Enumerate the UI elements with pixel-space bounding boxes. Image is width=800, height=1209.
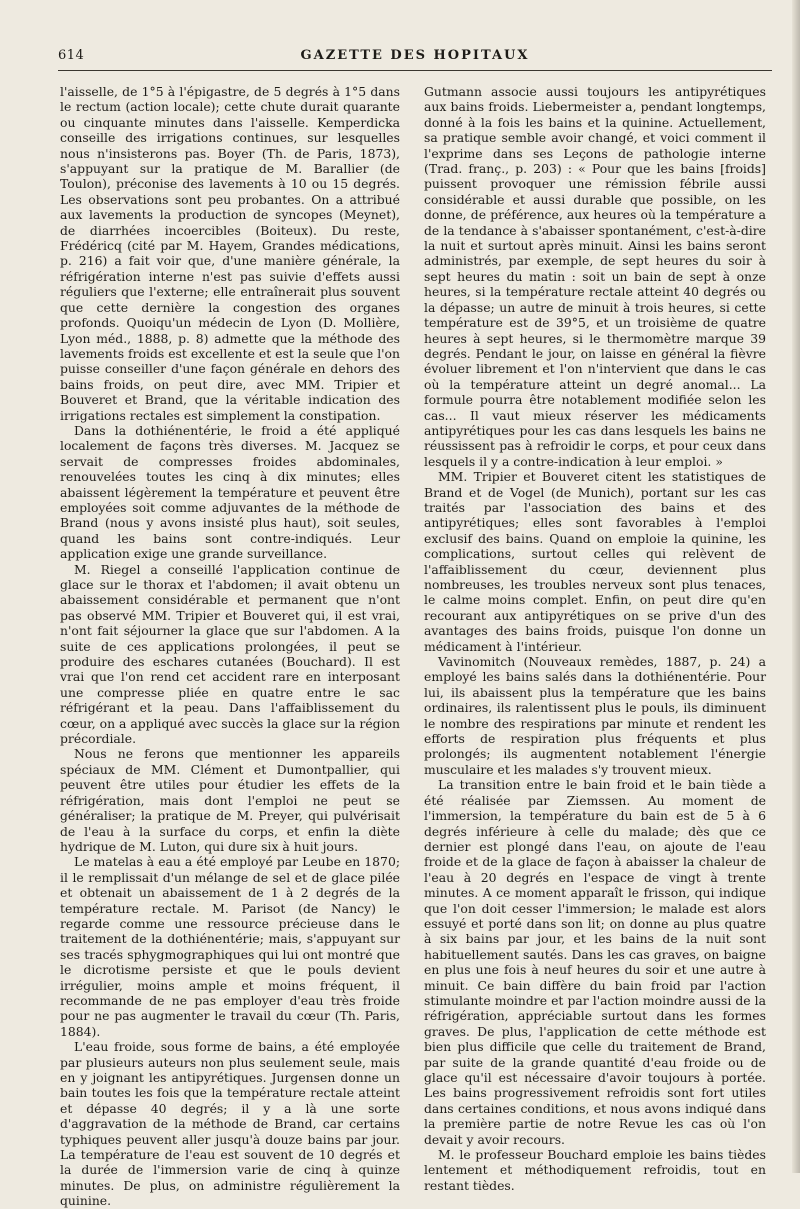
running-title: GAZETTE DES HOPITAUX <box>300 48 530 63</box>
left-column <box>60 84 400 1209</box>
paragraph: l'aisselle, de 1°5 à l'épigastre, de 5 degrés à 1°5 dans le rectum (action locale); cette chute durait quarante ou cinquante minutes dans l'aisselle. Kemperdicka conseille des irrigations continues, sur lesquelles nous n'insisterons pas. Boyer (Th. de Paris, 1873), s'appuyant sur la pratique de M. Barallier (de Toulon), préconise des lavements à 10 ou 15 degrés. Les observations sont peu probantes. On a attribué aux lavements la production de syncopes (Meynet), de diarrhées incoercibles (Boiteux). Du reste, Frédéricq (cité par M. Hayem, Grandes médications, p. 216) a fait voir que, d'une manière générale, la réfrigération interne n'est pas suivie d'effets aussi réguliers que l'externe; elle entraînerait plus souvent que cette dernière la congestion des organes profonds. Quoiqu'un médecin de Lyon (D. Mollière, Lyon méd., 1888, p. 8) admette que la méthode des lavements froids est excellente et est la seule que l'on puisse conseiller d'une façon générale en dehors des bains froids, on peut dire, avec MM. Tripier et Bouveret et Brand, que la véritable indication des irrigations rectales est simplement la constipation. <box>60 84 400 423</box>
paragraph: Vavinomitch (Nouveaux remèdes, 1887, p. 24) a employé les bains salés dans la dothiénentérie. Pour lui, ils abaissent plus la température que les bains ordinaires, ils ralentissent plus le pouls, ils diminuent le nombre des respirations par minute et rendent les efforts de respiration plus fréquents et plus prolongés; ils augmentent notablement l'énergie musculaire et les malades s'y trouvent mieux. <box>424 654 766 777</box>
page-number: 614 <box>58 48 85 63</box>
paragraph: Gutmann associe aussi toujours les antipyrétiques aux bains froids. Liebermeister a, pendant longtemps, donné à la fois les bains et la quinine. Actuellement, sa pratique semble avoir changé, et voici comment il l'exprime dans ses Leçons de pathologie interne (Trad. franç., p. 203) : « Pour que les bains [froids] puissent provoquer une rémission fébrile aussi considérable et aussi durable que possible, on les donne, de préférence, aux heures où la température a de la tendance à s'abaisser spontanément, c'est-à-dire la nuit et surtout après minuit. Ainsi les bains seront administrés, par exemple, de sept heures du soir à sept heures du matin : soit un bain de sept à onze heures, si la température rectale atteint 40 degrés ou la dépasse; un autre de minuit à trois heures, si cette température est de 39°5, et un troisième de quatre heures à sept heures, si le thermomètre marque 39 degrés. Pendant le jour, on laisse en général la fièvre évoluer librement et l'on n'intervient que dans le cas où la température atteint un degré anomal... La formule pourra être notablement modifiée selon les cas... Il vaut mieux réserver les médicaments antipyrétiques pour les cas dans lesquels les bains ne réussissent pas à refroidir le corps, et pour ceux dans lesquels il y a contre-indication à leur emploi. » <box>424 84 766 469</box>
paragraph: M. Riegel a conseillé l'application continue de glace sur le thorax et l'abdomen; il avait obtenu un abaissement considérable et permanent que n'ont pas observé MM. Tripier et Bouveret qui, il est vrai, n'ont fait séjourner la glace que sur l'abdomen. A la suite de ces applications prolongées, il peut se produire des eschares cutanées (Bouchard). Il est vrai que l'on rend cet accident rare en interposant une compresse pliée en quatre entre le sac réfrigérant et la peau. Dans l'affaiblissement du cœur, on a appliqué avec succès la glace sur la région précordiale. <box>60 561 400 747</box>
paragraph: M. le professeur Bouchard emploie les bains tièdes lentement et méthodiquement refroidis, tout en restant tièdes. <box>424 1147 766 1193</box>
header-rule <box>58 70 772 71</box>
paragraph: La transition entre le bain froid et le bain tiède a été réalisée par Ziemssen. Au moment de l'immersion, la température du bain est de 5 à 6 degrés inférieure à celle du malade; dès que ce dernier est plongé dans l'eau, on ajoute de l'eau froide et de la glace de façon à abaisser la chaleur de l'eau à 20 degrés en l'espace de vingt à trente minutes. A ce moment apparaît le frisson, qui indique que l'on doit cesser l'immersion; le malade est alors essuyé et porté dans son lit; on donne au plus quatre à six bains par jour, et les bains de la nuit sont habituellement sautés. Dans les cas graves, on baigne en plus une fois à neuf heures du soir et une autre à minuit. Ce bain diffère du bain froid par l'action stimulante moindre et par l'action moindre aussi de la réfrigération, appréciable surtout dans les formes graves. De plus, l'application de cette méthode est bien plus difficile que celle du traitement de Brand, par suite de la grande quantité d'eau froide ou de glace qu'il est nécessaire d'avoir toujours à portée. Les bains progressivement refroidis sont fort utiles dans certaines conditions, et nous avons indiqué dans la première partie de notre Revue les cas où l'on devait y avoir recours. <box>424 777 766 1147</box>
paragraph: Dans la dothiénentérie, le froid a été appliqué localement de façons très diverses. M. Jacquez se servait de compresses froides abdominales, renouvelées toutes les cinq à dix minutes; elles abaissent légèrement la température et peuvent être employées soit comme adjuvantes de la méthode de Brand (nous y avons insisté plus haut), soit seules, quand les bains sont contre-indiqués. Leur application exige une grande surveillance. <box>60 422 400 562</box>
paragraph: MM. Tripier et Bouveret citent les statistiques de Brand et de Vogel (de Munich), portant sur les cas traités par l'association des bains et des antipyrétiques; elles sont favorables à l'emploi exclusif des bains. Quand on emploie la quinine, les complications, surtout celles qui relèvent de l'affaiblissement du cœur, deviennent plus nombreuses, les troubles nerveux sont plus tenaces, le calme moins complet. Enfin, on peut dire qu'en recourant aux antipyrétiques on se prive d'un des avantages des bains froids, puisque l'on donne un médicament à l'intérieur. <box>424 469 766 654</box>
right-column <box>424 84 766 1193</box>
paragraph: L'eau froide, sous forme de bains, a été employée par plusieurs auteurs non plus seulement seule, mais en y joignant les antipyrétiques. Jurgensen donne un bain toutes les fois que la température rectale atteint et dépasse 40 degrés; il y a là une sorte d'aggravation de la méthode de Brand, car certains typhiques peuvent aller jusqu'à douze bains par jour. La température de l'eau est souvent de 10 degrés et la durée de l'immersion varie de cinq à quinze minutes. De plus, on administre régulièrement la quinine. <box>60 1039 400 1209</box>
paragraph: Nous ne ferons que mentionner les appareils spéciaux de MM. Clément et Dumontpallier, qui peuvent être utiles pour étudier les effets de la réfrigération, mais dont l'emploi ne peut se généraliser; la pratique de M. Preyer, qui pulvérisait de l'eau à la surface du corps, et enfin la diète hydrique de M. Luton, qui dure six à huit jours. <box>60 746 400 854</box>
page-edge <box>792 0 800 1173</box>
paragraph: Le matelas à eau a été employé par Leube en 1870; il le remplissait d'un mélange de sel et de glace pilée et obtenait un abaissement de 1 à 2 degrés de la température rectale. M. Parisot (de Nancy) le regarde comme une ressource précieuse dans le traitement de la dothiénentérie; mais, s'appuyant sur ses tracés sphygmographiques qui lui ont montré que le dicrotisme persiste et que le pouls devient irrégulier, moins ample et moins fréquent, il recommande de ne pas employer d'eau très froide pour ne pas augmenter le travail du cœur (Th. Paris, 1884). <box>60 854 400 1039</box>
page-header <box>58 48 772 68</box>
